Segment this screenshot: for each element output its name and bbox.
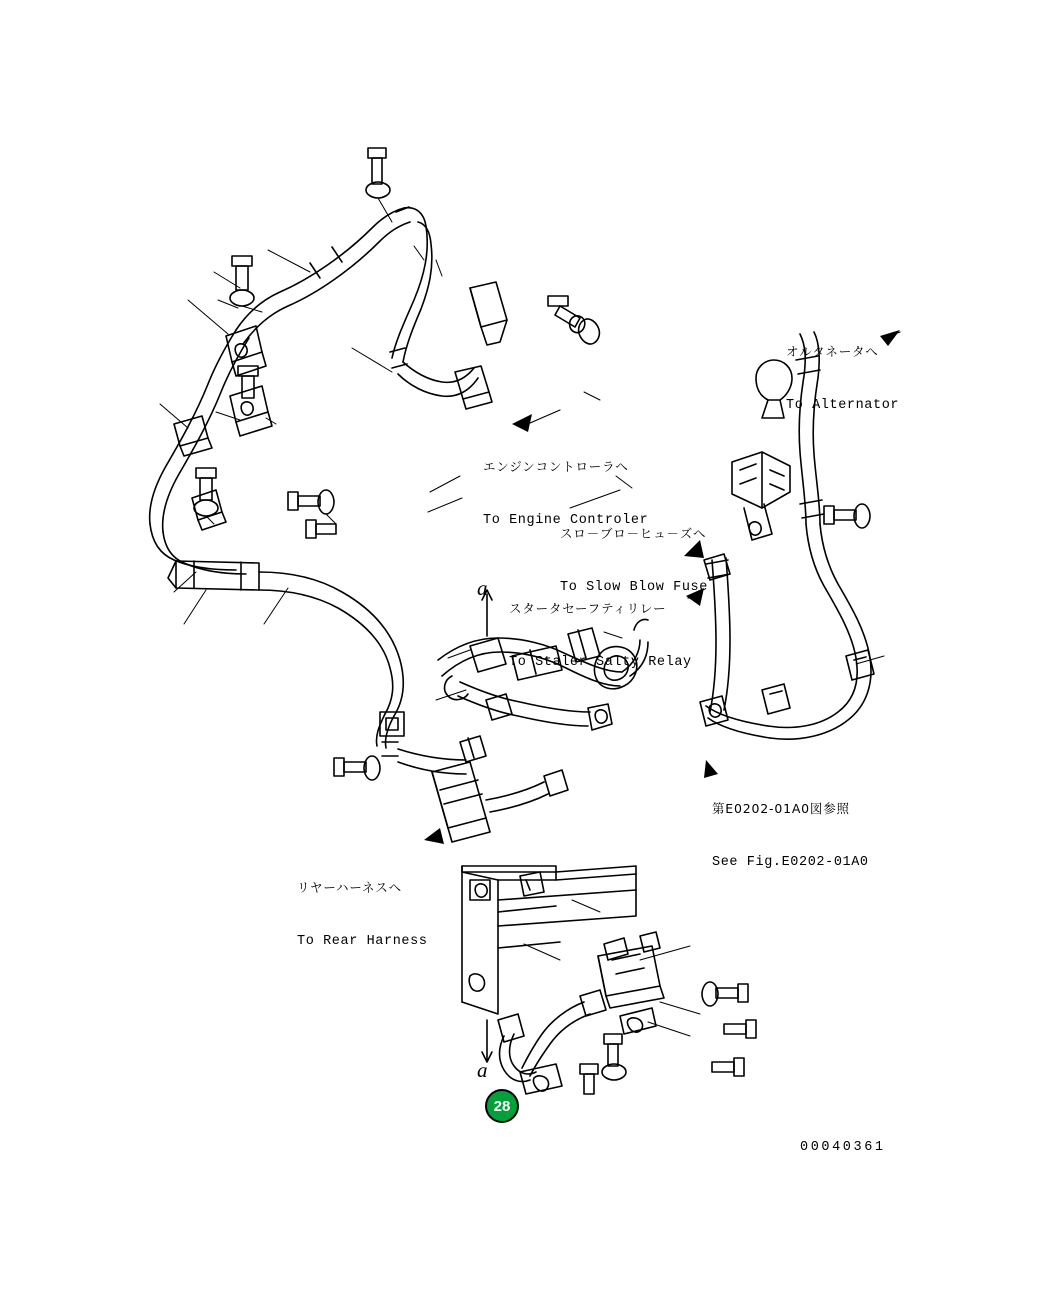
callout-to-rear-harness-en: To Rear Harness [297,934,428,950]
callout-to-alternator-en: To Alternator [786,398,900,414]
callout-to-starter-safety-relay-en: To Staler Salty Relay [509,655,692,671]
callout-to-alternator-jp: オルタネータへ [786,344,879,360]
callout-see-figure-reference [712,762,869,911]
callout-see-figure-reference-en: See Fig.E0202-01A0 [712,855,869,871]
callout-to-starter-safety-relay [509,562,692,711]
callout-to-starter-safety-relay-jp: スタータセーフティリレー [509,601,667,617]
drawing-number: 00040361 [800,1140,886,1155]
section-mark-a-upper: a [477,576,488,600]
callout-to-slow-blow-fuse-en: To Slow Blow Fuse [560,580,708,596]
callout-to-rear-harness [297,841,428,990]
callout-to-slow-blow-fuse-jp: スロ－ブロ－ヒュ－ズへ [560,526,707,542]
callout-to-engine-controller-jp: エンジンコントローラへ [483,459,629,475]
callout-to-rear-harness-jp: リヤーハーネスへ [297,880,402,896]
callout-to-engine-controller-en: To Engine Controler [483,513,649,529]
callout-to-alternator [786,305,899,454]
callout-see-figure-reference-jp: 第E0202-01A0図参照 [712,801,850,817]
section-mark-a-lower: a [477,1058,488,1082]
part-number-badge[interactable]: 28 [485,1089,519,1123]
